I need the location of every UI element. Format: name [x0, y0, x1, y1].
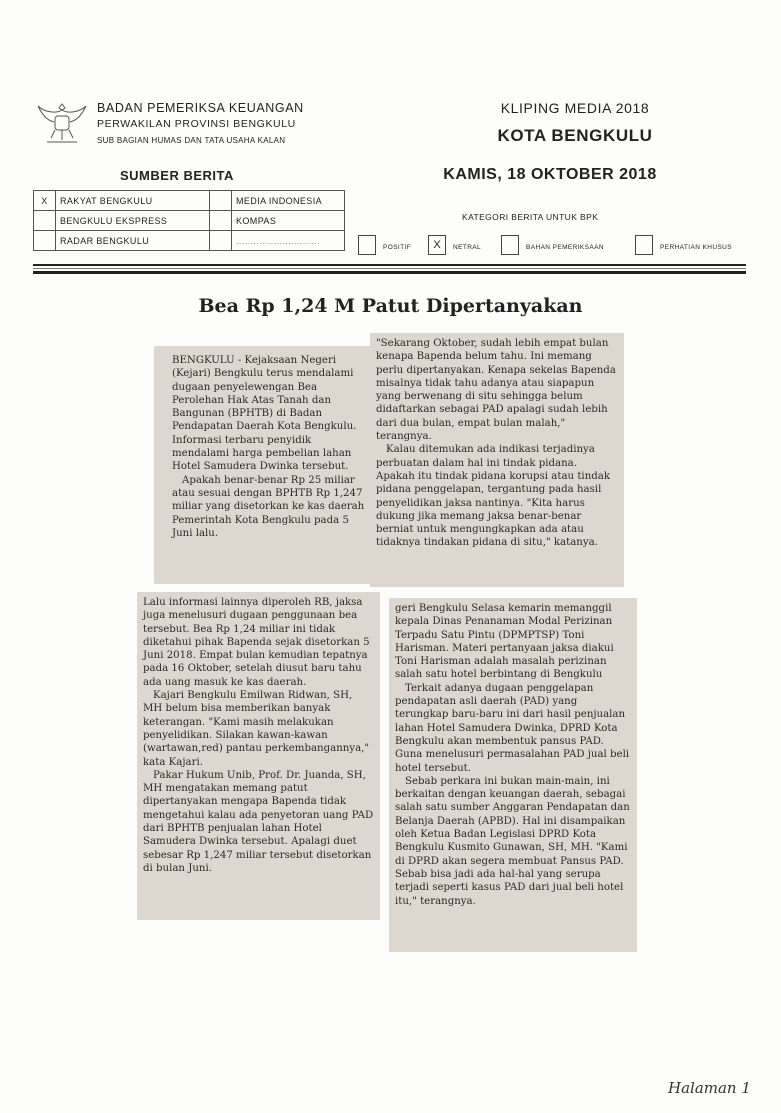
sumber-berita-title: SUMBER BERITA [120, 168, 234, 183]
source-name: RADAR BENGKULU [56, 231, 210, 251]
article-paragraph: geri Bengkulu Selasa kemarin memanggil kepala Dinas Penanaman Modal Perizinan Terpadu Satu Pintu (DPMPTSP) Toni Harisman. Materi pertanyaan jaksa diakui Toni Harisman adalah masalah perizinan salah satu hotel berbintang di Bengkulu [395, 603, 614, 681]
source-name: ............................. [232, 231, 345, 251]
city-title: KOTA BENGKULU [497, 126, 653, 145]
source-row [34, 231, 345, 251]
article-paragraph: "Sekarang Oktober, sudah lebih empat bulan kenapa Bapenda belum tahu. Ini memang perlu dipertanyakan. Kenapa sekelas Bapenda misalnya tidak tahu adanya atau siapapun yang berwenang di situ sehingga belum didaftarkan sebagai PAD apalagi sudah lebih dari dua bulan, empat bulan malah," terangnya. [376, 338, 616, 443]
header-divider [33, 264, 746, 266]
source-check-mark [34, 211, 56, 231]
source-check-mark [210, 191, 232, 211]
positif-label: POSITIF [383, 244, 412, 251]
source-name: RAKYAT BENGKULU [56, 191, 210, 211]
article-column-1 [154, 346, 372, 584]
netral-checkbox: X [428, 235, 446, 255]
article-paragraph: Terkait adanya dugaan penggelapan pendapatan asli daerah (PAD) yang terungkap baru-baru ini dari hasil penjualan lahan Hotel Samudera Dwinka, DPRD Kota Bengkulu akan membentuk pansus PAD. Guna menelusuri permasalahan PAD jual beli hotel tersebut. [395, 682, 630, 774]
positif-checkbox [358, 235, 376, 255]
source-check-mark [210, 211, 232, 231]
perhatian-khusus-label: PERHATIAN KHUSUS [660, 244, 733, 251]
bahan-pemeriksaan-label: BAHAN PEMERIKSAAN [526, 244, 604, 251]
article-column-2 [370, 333, 624, 587]
article-paragraph: Lalu informasi lainnya diperoleh RB, jaksa juga menelusuri dugaan penggunaan bea tersebut. Bea Rp 1,24 miliar ini tidak diketahui pihak Bapenda sejak disetorkan 5 Juni 2018. Empat bulan kemudian tepatnya pada 16 Oktober, setelah diusut baru tahu ada uang masuk ke kas daerah. [143, 597, 370, 688]
perhatian-khusus-checkbox [635, 235, 653, 255]
clipping-date: KAMIS, 18 OKTOBER 2018 [443, 166, 657, 183]
article-column-4 [389, 598, 637, 952]
kliping-title: KLIPING MEDIA 2018 [500, 100, 650, 116]
article-paragraph: Kalau ditemukan ada indikasi terjadinya perbuatan dalam hal ini tindak pidana. Apakah itu tindak pidana korupsi atau tindak pidana penggelapan, tergantung pada hasil penyelidikan jaksa nantinya. "Kita harus dukung jika memang jaksa benar-benar berniat untuk mengungkapkan ada atau tidaknya tindakan pidana di situ," katanya. [376, 444, 611, 549]
org-subdivision: SUB BAGIAN HUMAS DAN TATA USAHA KALAN [97, 136, 286, 145]
article-paragraph: Kajari Bengkulu Emilwan Ridwan, SH, MH belum bisa memberikan banyak keterangan. "Kami masih melakukan penyelidikan. Silakan kawan-kawan (wartawan,red) pantau perkembangannya," kata Kajari. [143, 690, 370, 768]
source-table [33, 190, 345, 251]
article-column-3 [137, 592, 380, 920]
source-row [34, 211, 345, 231]
page-number-handwritten: Halaman 1 [668, 1079, 751, 1097]
source-name: BENGKULU EKSPRESS [56, 211, 210, 231]
article-paragraph: Apakah benar-benar Rp 25 miliar atau sesuai dengan BPHTB Rp 1,247 miliar yang disetorkan ke kas daerah Pemerintah Kota Bengkulu pada 5 Juni lalu. [172, 474, 365, 539]
article-paragraph: BENGKULU - Kejaksaan Negeri (Kejari) Bengkulu terus mendalami dugaan penyelewengan Bea Perolehan Hak Atas Tanah dan Bangunan (BPHTB) di Badan Pendapatan Daerah Kota Bengkulu. Informasi terbaru penyidik mendalami harga pembelian lahan Hotel Samudera Dwinka tersebut. [172, 355, 357, 473]
kategori-title: KATEGORI BERITA UNTUK BPK [462, 212, 599, 222]
netral-label: NETRAL [453, 244, 482, 251]
source-check-mark: X [34, 191, 56, 211]
header-divider [33, 268, 746, 269]
source-row [34, 191, 345, 211]
org-branch: PERWAKILAN PROVINSI BENGKULU [97, 118, 296, 130]
article-headline: Bea Rp 1,24 M Patut Dipertanyakan [198, 295, 583, 317]
source-name: MEDIA INDONESIA [232, 191, 345, 211]
source-name: KOMPAS [232, 211, 345, 231]
article-paragraph: Pakar Hukum Unib, Prof. Dr. Juanda, SH, MH mengatakan memang patut dipertanyakan mengapa Bapenda tidak mengetahui kalau ada penyetoran uang PAD dari BPHTB penjualan lahan Hotel Samudera Dwinka tersebut. Apalagi duet sebesar Rp 1,247 miliar tersebut disetorkan di bulan Juni. [143, 769, 374, 874]
source-check-mark [34, 231, 56, 251]
header-divider [33, 271, 746, 274]
org-name: BADAN PEMERIKSA KEUANGAN [97, 101, 304, 115]
bahan-pemeriksaan-checkbox [501, 235, 519, 255]
source-check-mark [210, 231, 232, 251]
article-paragraph: Sebab perkara ini bukan main-main, ini berkaitan dengan keuangan daerah, sebagai salah satu sumber Anggaran Pendapatan dan Belanja Daerah (APBD). Hal ini disampaikan oleh Ketua Badan Legislasi DPRD Kota Bengkulu Kusmito Gunawan, SH, MH. "Kami di DPRD akan segera membuat Pansus PAD. Sebab bisa jadi ada hal-hal yang serupa terjadi seperti kasus PAD dari jual beli hotel itu," terangnya. [395, 775, 630, 907]
garuda-emblem-icon [33, 96, 91, 152]
